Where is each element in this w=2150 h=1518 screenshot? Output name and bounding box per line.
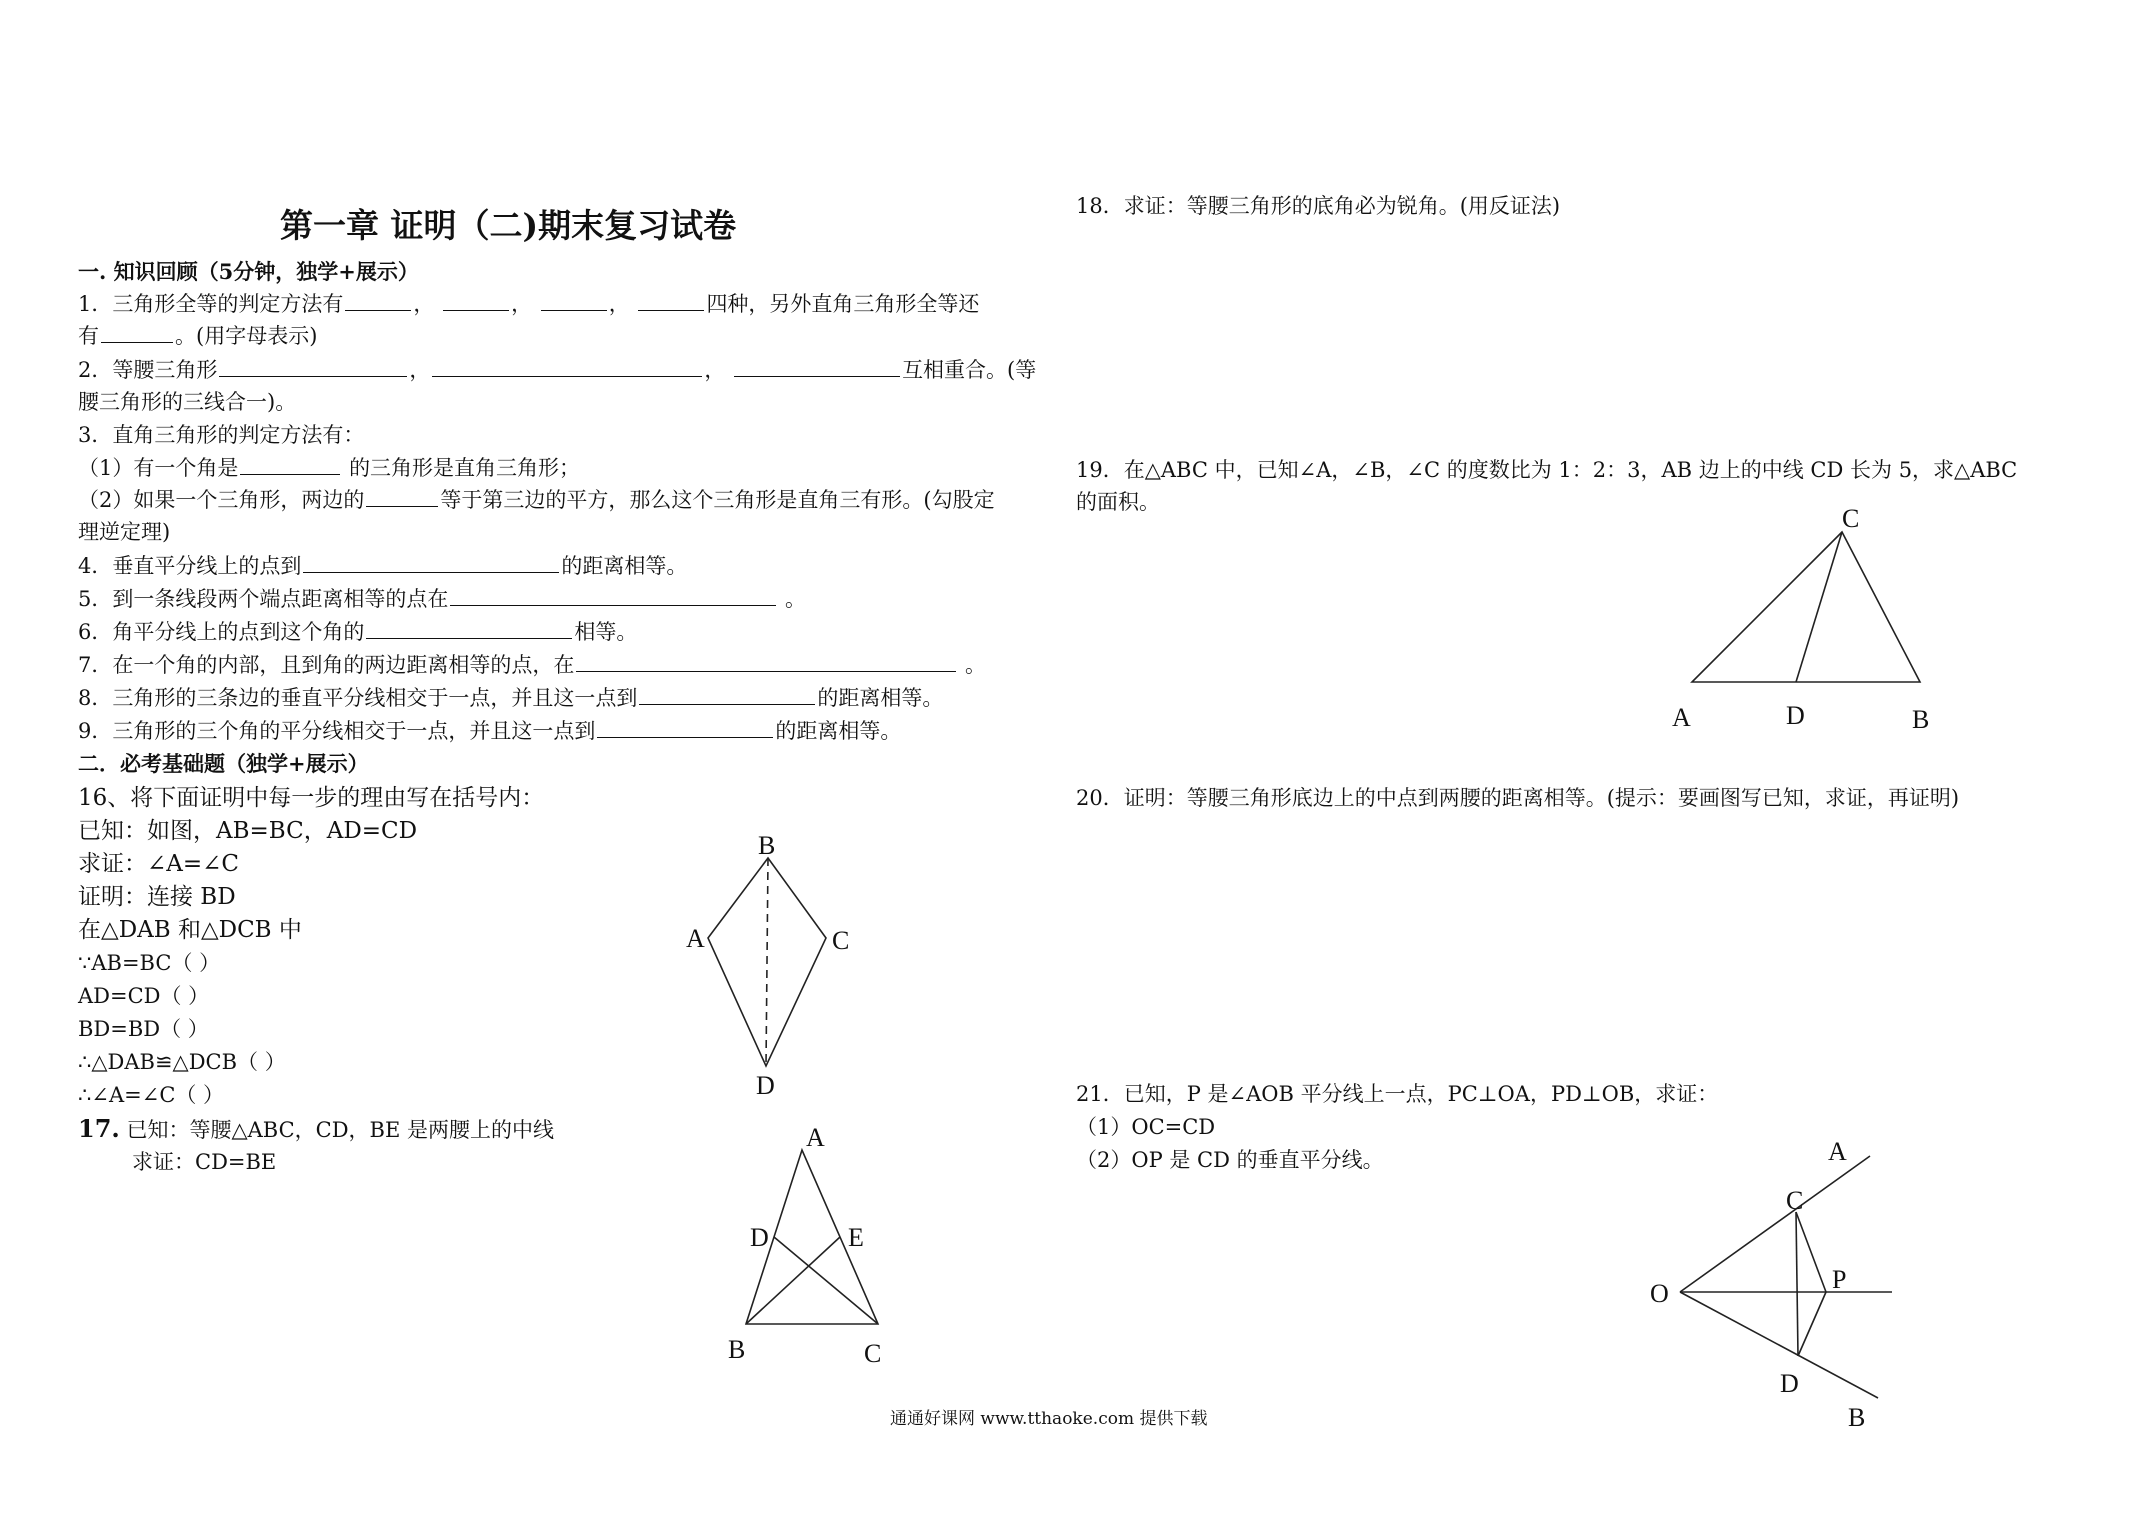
q2-text-3: ， [704,358,726,382]
q4-blank[interactable] [303,552,559,573]
label-c: C [832,926,850,955]
q7-text-2: 。 [965,653,987,677]
question-8 [78,684,943,712]
question-6 [78,618,637,646]
q5-text-2: 。 [785,587,807,611]
q5-blank[interactable] [450,585,776,606]
q6-text-2: 相等。 [574,620,638,644]
q17-line-1 [78,1115,554,1144]
q1-blank-2[interactable] [443,290,509,311]
q16-line-7: AD=CD（ ） [78,984,210,1008]
segment-pd [1798,1292,1826,1356]
q9-text-1: 9．三角形的三个角的平分线相交于一点，并且这一点到 [78,719,596,743]
q17-number: 17. [78,1114,120,1143]
label-b: B [728,1335,746,1364]
q7-text-1: 7．在一个角的内部，且到角的两边距离相等的点，在 [78,653,575,677]
label-c: C [1786,1186,1804,1215]
label-d: D [1786,701,1805,730]
question-1-line-1 [78,290,979,318]
page-title: 第一章 证明（二)期末复习试卷 [280,206,737,245]
question-20: 20．证明：等腰三角形底边上的中点到两腰的距离相等。(提示：要画图写已知，求证，再证明) [1076,786,1960,810]
q1-text-4: ， [608,292,630,316]
segment-cd [1796,1212,1798,1356]
q17-triangle-figure [700,1120,920,1370]
diagonal-bd-dashed [766,858,768,1066]
q6-text-1: 6．角平分线上的点到这个角的 [78,620,365,644]
label-a: A [1672,703,1691,732]
label-b: B [758,831,776,860]
question-7 [78,651,986,679]
footer-credit: 通通好课网 www.tthaoke.com 提供下载 [890,1409,1208,1429]
section-2-heading: 二．必考基础题（独学+展示） [78,751,369,776]
q8-text-2: 的距离相等。 [817,686,944,710]
triangle-abc [1692,532,1920,682]
q3-2-text-1: （2）如果一个三角形，两边的 [78,488,365,512]
label-c: C [1842,504,1860,533]
label-c: C [864,1339,882,1368]
q16-line-1: 16、将下面证明中每一步的理由写在括号内： [78,785,545,811]
question-3-2 [78,486,995,514]
q1b-text-1: 有 [78,324,99,348]
q16-line-4: 证明：连接 BD [78,884,236,910]
q8-text-1: 8．三角形的三条边的垂直平分线相交于一点，并且这一点到 [78,686,638,710]
q6-blank[interactable] [366,618,572,639]
q2-text-4: 互相重合。(等 [902,358,1037,382]
q2-blank-3[interactable] [734,356,900,377]
question-5 [78,585,806,613]
q2-text-1: 2．等腰三角形 [78,358,218,382]
label-e: E [848,1223,864,1252]
ray-ob [1680,1292,1878,1398]
q16-line-2: 已知：如图，AB=BC，AD=CD [78,818,418,844]
question-21-line-1: 21．已知，P 是∠AOB 平分线上一点，PC⊥OA，PD⊥OB，求证： [1076,1082,1719,1106]
q1-blank-3[interactable] [541,290,607,311]
q1b-text-2: 。(用字母表示) [175,324,318,348]
q4-text-2: 的距离相等。 [561,554,688,578]
label-o: O [1650,1279,1669,1308]
q1-blank-1[interactable] [345,290,411,311]
q1-text-5: 四种，另外直角三角形全等还 [706,292,980,316]
question-3-1 [78,454,580,482]
q16-line-6: ∵AB=BC（ ） [78,951,221,975]
q16-line-8: BD=BD（ ） [78,1017,209,1041]
q3-1-text-1: （1）有一个角是 [78,456,239,480]
label-p: P [1832,1265,1847,1294]
segment-pc [1796,1212,1826,1292]
q16-line-5: 在△DAB 和△DCB 中 [78,917,302,943]
q3-1-blank[interactable] [240,454,340,475]
label-b: B [1848,1403,1866,1432]
question-3: 3．直角三角形的判定方法有： [78,423,365,447]
q21-angle-figure [1630,1130,1960,1430]
question-19-line-2: 的面积。 [1076,490,1160,514]
question-1-line-2 [78,322,317,350]
question-9 [78,717,901,745]
q9-blank[interactable] [597,717,773,738]
question-19-line-1: 19．在△ABC 中，已知∠A，∠B，∠C 的度数比为 1：2：3，AB 边上的中线 CD 长为 5，求△ABC [1076,458,2018,482]
q17-text: 已知：等腰△ABC，CD，BE 是两腰上的中线 [126,1118,554,1142]
question-18: 18．求证：等腰三角形的底角必为锐角。(用反证法) [1076,194,1561,218]
question-3-3: 理逆定理) [78,520,171,544]
q1-text-2: ， [413,292,435,316]
q16-line-3: 求证：∠A=∠C [78,851,240,877]
q16-line-9: ∴△DAB≌△DCB（ ） [78,1050,286,1074]
q1-text-3: ， [511,292,533,316]
label-a: A [806,1123,825,1152]
question-2-line-2: 腰三角形的三线合一)。 [78,390,297,414]
label-d: D [1780,1369,1799,1398]
question-2-line-1 [78,356,1036,384]
q2-blank-2[interactable] [432,356,702,377]
q1-blank-4[interactable] [638,290,704,311]
section-1-heading: 一. 知识回顾（5分钟，独学+展示） [78,259,419,284]
q7-blank[interactable] [576,651,956,672]
q3-2-text-2: 等于第三边的平方，那么这个三角形是直角三有形。(勾股定 [440,488,995,512]
q1-text-1: 1．三角形全等的判定方法有 [78,292,344,316]
q2-text-2: ， [409,358,431,382]
q4-text-1: 4．垂直平分线上的点到 [78,554,302,578]
label-d: D [750,1223,769,1252]
label-d: D [756,1071,775,1100]
q19-triangle-figure [1660,500,1960,750]
question-21-line-2: （1）OC=CD [1076,1115,1216,1139]
q16-line-10: ∴∠A=∠C（ ） [78,1083,225,1107]
q5-text-1: 5．到一条线段两个端点距离相等的点在 [78,587,449,611]
label-a: A [686,924,705,953]
question-4 [78,552,687,580]
question-21-line-3: （2）OP 是 CD 的垂直平分线。 [1076,1148,1384,1172]
q8-blank[interactable] [639,684,815,705]
q16-kite-figure [670,820,870,1100]
q2-blank-1[interactable] [219,356,407,377]
label-b: B [1912,705,1930,734]
label-a: A [1828,1137,1847,1166]
q17-line-2: 求证：CD=BE [132,1150,277,1174]
q1-blank-5[interactable] [101,322,173,343]
q3-1-text-2: 的三角形是直角三角形； [349,456,581,480]
q3-2-blank[interactable] [366,486,438,507]
q9-text-2: 的距离相等。 [775,719,902,743]
